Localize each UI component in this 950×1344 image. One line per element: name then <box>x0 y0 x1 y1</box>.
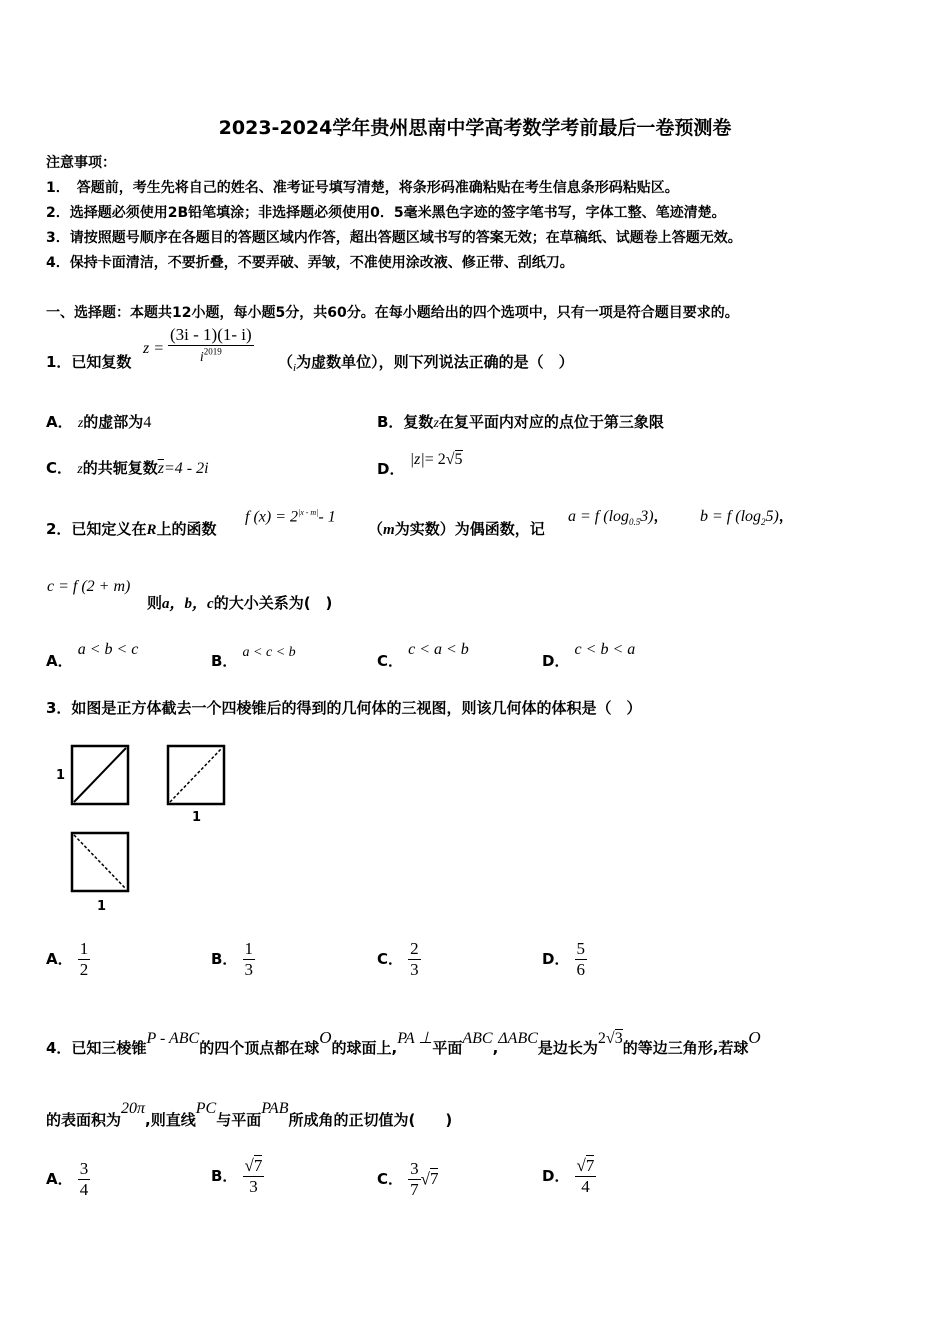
q2-text-e: 则 <box>147 594 163 612</box>
q2-text-b: 上的函数 <box>156 520 217 538</box>
q2-option-d-text: c < b < a <box>574 641 636 658</box>
q3-option-a-den: 2 <box>79 959 89 979</box>
q2-b-sub: 2 <box>761 517 766 528</box>
q4-option-c-den: 7 <box>410 1179 419 1199</box>
q4-side-radicand: 3 <box>614 1030 623 1047</box>
q4-option-c-label: C． <box>377 1169 404 1188</box>
page-title: 2023-2024学年贵州思南中学高考数学考前最后一卷预测卷 <box>218 117 732 139</box>
q2-abc: a，b，c <box>162 596 214 612</box>
sqrt-icon: √ <box>605 1030 615 1047</box>
q2-option-c-text: c < a < b <box>408 641 469 658</box>
q2-text-a: 2．已知定义在 <box>46 520 147 538</box>
notice-item: 1． 答题前，考生先将自己的姓名、准考证号填写清楚，将条形码准确粘贴在考生信息条形码粘贴区。 <box>46 180 679 196</box>
q4-option-c[interactable] <box>377 1160 438 1199</box>
q2-stem-e <box>147 592 332 613</box>
q1-option-c-text: 的共轭复数 <box>82 459 158 477</box>
front-view-dim-label: 1 <box>56 768 66 783</box>
q1-option-c-z: z <box>77 462 83 477</box>
notice-item: 2．选择题必须使用2B铅笔填涂；非选择题必须使用0．5毫米黑色字迹的签字笔书写，字体工整、笔迹清楚。 <box>46 205 726 221</box>
front-view-solid-diagonal <box>74 748 126 802</box>
q3-option-b[interactable] <box>211 940 255 979</box>
q1-i-symbol: i <box>293 362 297 374</box>
q2-option-c-label: C． <box>377 652 404 670</box>
q3-option-d-label: D． <box>542 949 570 968</box>
q4-option-d-label: D． <box>542 1166 570 1185</box>
top-view-dashed-diagonal <box>74 835 126 889</box>
q2-f-def-exp: |x - m| <box>298 508 319 517</box>
q4-o2: O <box>748 1028 761 1047</box>
q2-b-tail: 5) <box>765 508 779 525</box>
q2-a-tail: 3) <box>640 508 654 525</box>
q2-option-b-label: B． <box>211 652 238 670</box>
q4-option-d-den: 4 <box>581 1176 590 1196</box>
q4-line-2 <box>46 1097 453 1129</box>
q4-area: 20π <box>121 1100 146 1117</box>
q2-option-b[interactable] <box>211 640 296 670</box>
q4-text-g: 的表面积为 <box>46 1111 122 1129</box>
q2-b-expr <box>700 506 793 527</box>
q2-a-base: a = f (log <box>568 508 630 525</box>
q1-option-c-label: C． <box>46 459 73 477</box>
sqrt-icon: √ <box>244 1156 254 1175</box>
q4-pc: PC <box>195 1100 217 1117</box>
q4-text-j: 所成角的正切值为( ) <box>288 1111 453 1129</box>
q4-option-d-radicand: 7 <box>585 1156 595 1175</box>
three-view-figure <box>40 730 250 925</box>
q4-o1: O <box>319 1028 332 1047</box>
q4-option-b[interactable] <box>211 1157 264 1196</box>
q1-option-d-abs: |z| <box>409 451 425 468</box>
q4-option-a-den: 4 <box>79 1179 89 1199</box>
q2-b-base: b = f (log <box>700 508 762 525</box>
q2-f-def-base: f (x) = 2 <box>245 508 298 526</box>
q3-option-a[interactable] <box>46 940 90 979</box>
q1-option-d-eq: = 2 <box>424 451 446 468</box>
q3-option-a-num: 1 <box>79 939 89 958</box>
q3-option-c-den: 3 <box>410 959 419 979</box>
q3-option-b-num: 1 <box>244 939 254 958</box>
q4-side: 2 <box>597 1030 606 1047</box>
q4-option-a[interactable] <box>46 1160 90 1199</box>
q3-option-c-num: 2 <box>410 939 419 958</box>
q4-option-a-label: A． <box>46 1169 73 1188</box>
q2-text-d: 为实数）为偶函数，记 <box>394 520 545 538</box>
q1-stem-b <box>278 351 574 374</box>
q1-frac-den-exp: 2019 <box>203 346 222 357</box>
q1-z-eq: z = <box>143 340 165 357</box>
notice-item: 3．请按照题号顺序在各题目的答题区域内作答，超出答题区域书写的答案无效；在草稿纸、试题卷上答题无效。 <box>46 230 742 246</box>
q1-option-a-z: z <box>77 416 84 431</box>
q2-text-f: 的大小关系为( ) <box>213 594 333 612</box>
q1-paren: （ <box>278 353 294 371</box>
q1-option-d-label: D． <box>377 460 405 478</box>
q4-comma: , <box>492 1039 499 1057</box>
q2-stem-c <box>368 518 545 539</box>
q4-text-f: 的等边三角形,若球 <box>622 1039 749 1057</box>
q2-stem-a <box>46 518 216 539</box>
q4-option-b-radicand: 7 <box>253 1156 263 1175</box>
q4-triangle: ΔABC <box>498 1030 538 1047</box>
q1-stem-a: 1．已知复数 <box>46 353 132 371</box>
q1-option-c-value: =4 - 2i <box>163 460 209 477</box>
q2-R: R <box>146 522 157 538</box>
notice-item: 4．保持卡面清洁，不要折叠，不要弄破、弄皱，不准使用涂改液、修正带、刮纸刀。 <box>46 255 574 271</box>
q4-text-a: 4．已知三棱锥 <box>46 1039 147 1057</box>
q2-m: m <box>383 522 395 538</box>
side-view-dim-label: 1 <box>192 810 202 825</box>
q3-option-d-num: 5 <box>576 939 586 958</box>
q3-stem: 3．如图是正方体截去一个四棱锥后的得到的几何体的三视图，则该几何体的体积是（ ） <box>46 699 642 717</box>
section-heading: 一、选择题：本题共12小题，每小题5分，共60分。在每小题给出的四个选项中，只有一项是符合题目要求的。 <box>46 305 739 321</box>
q2-comma-1: ， <box>653 509 668 525</box>
q1-option-d-radicand: 5 <box>454 451 463 468</box>
q4-text-h: ,则直线 <box>145 1111 196 1129</box>
q4-text-c: 的球面上, <box>331 1039 398 1057</box>
q4-line-1 <box>46 1027 761 1057</box>
q1-option-a[interactable] <box>46 411 151 432</box>
q1-option-c[interactable] <box>46 457 209 478</box>
q2-c-expr: c = f (2 + m) <box>47 578 131 595</box>
q1-frac-den: i <box>199 349 204 365</box>
q1-option-a-value: 4 <box>143 414 152 431</box>
q4-option-c-num: 3 <box>410 1159 419 1178</box>
q4-option-b-label: B． <box>211 1166 238 1185</box>
q3-option-d[interactable] <box>542 940 587 979</box>
q2-option-a[interactable] <box>46 638 139 670</box>
q1-option-a-label: A． <box>46 413 73 431</box>
q2-a-sub: 0.5 <box>629 517 641 528</box>
q4-option-d[interactable] <box>542 1157 596 1196</box>
q2-f-def-tail: - 1 <box>318 508 336 526</box>
q2-f-def <box>245 508 336 526</box>
q4-abc-plane: ABC <box>462 1030 493 1047</box>
q2-option-c[interactable] <box>377 638 469 670</box>
q3-option-c[interactable] <box>377 940 421 979</box>
q1-option-b-text: 在复平面内对应的点位于第三象限 <box>438 413 664 431</box>
q3-option-a-label: A． <box>46 949 73 968</box>
q2-option-a-text: a < b < c <box>77 641 139 658</box>
q4-text-b: 的四个顶点都在球 <box>199 1039 320 1057</box>
q3-option-c-label: C． <box>377 949 404 968</box>
q4-option-b-den: 3 <box>249 1176 258 1196</box>
q4-pabc: P - ABC <box>146 1030 200 1047</box>
q4-text-e: 是边长为 <box>537 1039 598 1057</box>
side-view-dashed-diagonal <box>170 748 222 802</box>
q2-a-expr <box>568 506 668 527</box>
q1-option-d[interactable] <box>377 448 463 478</box>
sqrt-icon: √ <box>576 1156 586 1175</box>
q1-stem-c: 为虚数单位），则下列说法正确的是（ ） <box>296 353 574 371</box>
q1-option-b[interactable] <box>377 411 664 432</box>
q2-option-b-text: a < c < b <box>242 645 296 660</box>
q4-text-i: 与平面 <box>216 1111 262 1129</box>
q3-option-d-den: 6 <box>576 959 586 979</box>
q1-frac-num: (3i - 1)(1- i) <box>170 325 252 344</box>
q1-option-b-label: B．复数 <box>377 413 434 431</box>
q4-pa-perp: PA ⊥ <box>397 1030 433 1047</box>
q2-option-d[interactable] <box>542 638 636 670</box>
q4-option-a-num: 3 <box>79 1159 89 1178</box>
q3-option-b-label: B． <box>211 949 238 968</box>
q1-option-b-z: z <box>433 416 439 431</box>
q1-option-a-text: 的虚部为 <box>83 413 144 431</box>
q4-option-c-radicand: 7 <box>429 1169 439 1189</box>
q2-text-c: （ <box>368 520 384 538</box>
notice-heading: 注意事项： <box>46 155 116 171</box>
q2-option-d-label: D． <box>542 652 570 670</box>
q4-pab: PAB <box>261 1100 289 1117</box>
q2-comma-2: ， <box>778 509 793 525</box>
q3-option-b-den: 3 <box>244 959 254 979</box>
q1-fraction <box>168 326 254 366</box>
sqrt-icon: √ <box>445 451 455 468</box>
q1-option-c-zbar: $\overline{z}$ <box>157 460 164 477</box>
top-view-dim-label: 1 <box>97 899 107 914</box>
q2-option-a-label: A． <box>46 652 73 670</box>
sqrt-icon: √ <box>420 1169 430 1189</box>
q4-text-d: 平面 <box>432 1039 463 1057</box>
